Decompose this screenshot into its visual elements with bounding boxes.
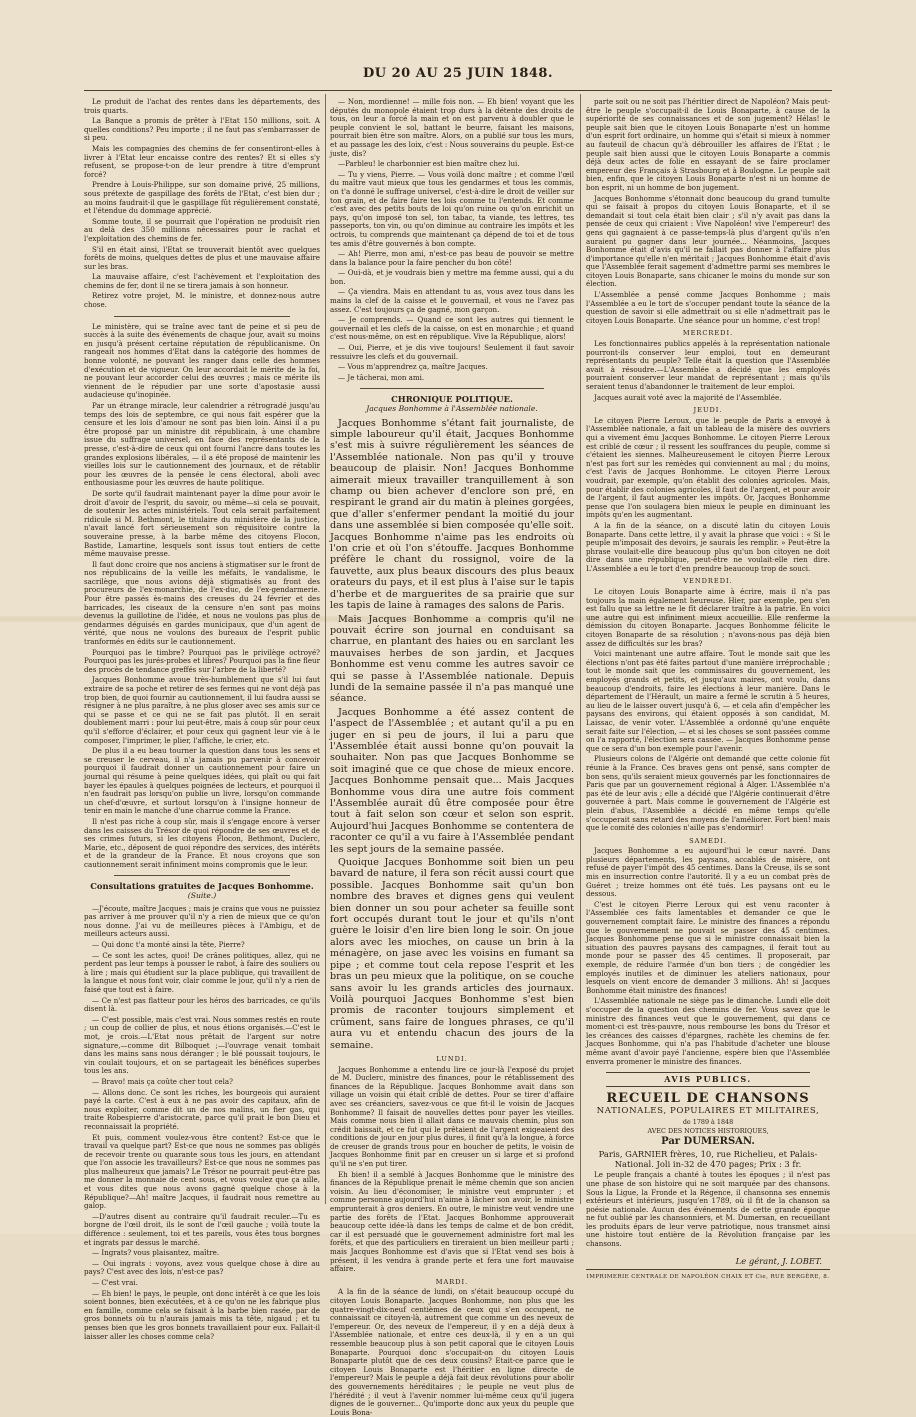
paragraph: — Oui-dà, et je voudrais bien y mettre ma femme aussi, qui a du bon. [330, 268, 574, 286]
paragraph: — Vous m'apprendrez ça, maître Jacques. [338, 362, 488, 372]
section-separator [360, 388, 544, 389]
printer-line: IMPRIMERIE CENTRALE DE NAPOLÉON CHAIX ET Cie, RUE BERGÈRE, 8. [586, 1269, 830, 1282]
paragraph: — Non, mordienne! — mille fois non. — Eh bien! voyant que les députés du monopole étaient trop durs à la détente des droits de tous, on leur a forcé la main et on est parvenu à doubler que le peuple convient le sol, battant le beurre, faisant les maisons, pourrait bien être son maître. Alors, on a publié sur tous les murs, et au passage les des loix, c'est : Nous souverains du peuple. Est-ce juste, dis? [330, 97, 574, 158]
paragraph: Le produit de l'achat des rentes dans les départements, des trois quarts. [84, 97, 320, 115]
ad-subtitle: NATIONALES, POPULAIRES ET MILITAIRES, [596, 1105, 820, 1116]
section-separator [114, 875, 290, 876]
ad-publisher: Paris, GARNIER frères, 10, rue Richelieu, et Palais-National. Joli in-32 de 470 pages; Prix : 3 fr. [598, 1148, 818, 1169]
paragraph: Eh bien! il a semblé à Jacques Bonhomme que le ministre des finances de la République prenait le même chemin que son ancien voisin. Au lieu d'économiser, le ministre veut emprunter ; et comme personne aujourd'hui n'aime à lâcher son avoir, le ministre emprunterait à gros deniers. En outre, le ministre veut vendre une partie des forêts de l'Etat. Jacques Bonhomme approuverait beaucoup cette idée-là dans les temps de calme et de bon crédit, car il est persuadé que le gouvernement administre fort mal les forêts, et que des particuliers en tireraient un bien meilleur parti ; mais Jacques Bonhomme est d'avis que si l'Etat vend ses bois à présent, il les vendra à grande perte et fera une fort mauvaise affaire. [330, 1169, 574, 1274]
paragraph: — Eh bien! le pays, le peuple, ont donc intérêt à ce que les lois soient bonnes, bien exécutées, et à ce qu'on ne les fabrique plus en famille, comme cela se faisait à la barbe bien rasée, par de gros bonnets où tu n'aurais jamais mis ta tête, nigaud ; et tu penses bien que les gros bonnets travaillaient pour eux. Fallait-il laisser aller les choses comme cela? [84, 1288, 320, 1341]
ad-body: Le peuple français a chanté à toutes les époques ; il n'est pas une phase de son histoire qui ne soit marquée par des chansons. Sous la Ligue, la Fronde et la Régence, il chansonna ses ennemis extérieurs et intérieurs, jusqu'en 1789, où il fit de la chanson sa poésie nationale. Aucun des événements de cette grande époque ne fut oublié par les chansonniers, et M. Dumersan, en recueillant les produits épars de leur verve patriotique, nous transmet ainsi une histoire tout entière de la Révolution française par les chansons. [586, 1170, 830, 1249]
column-divider [325, 94, 326, 1204]
paragraph: Retirez votre projet, M. le ministre, et donnez-nous autre chose. [84, 291, 320, 310]
paragraph: Par un étrange miracle, leur calendrier a rétrogradé jusqu'au temps des lois de septembre, ce qui nous fait espérer que la censure et les lois d'amour ne sont pas bien loin. Ainsi il a pu être proposé par un ministre dit républicain, à une chambre issue du suffrage universel, en face des représentants de la presse, c'est-à-dire de ceux qui ont fourni l'ancre dans toutes les grandes explosions libérales, — il a été proposé de maintenir les vieilles lois sur le cautionnement des journaux, et de rétablir pour les œuvres de la pensée le cens électoral, aboli avec enthousiasme pour les œuvres de haute politique. [84, 401, 320, 488]
paragraph: Jacques Bonhomme a eu aujourd'hui le cœur navré. Dans plusieurs départements, les paysans, accablés de misère, ont refusé de payer l'impôt des 45 centimes. Dans la Creuse, ils se sont mis en insurrection contre l'autorité. Il y a eu un combat près de Guéret ; treize hommes ont été tués. Les paysans ont eu le dessous. [586, 846, 830, 899]
paragraph: —Parbleu! le charbonnier est bien maître chez lui. [338, 159, 520, 169]
paragraph: Jacques Bonhomme avoue très-humblement que s'il lui faut extraire de sa poche et retirer de ses fermes qui ne vont déjà pas trop bien, de quoi fournir au cautionnement, il lui faudra aussi se résigner à ne plus paraître, à ne plus gloser avec ses amis sur ce qui se passe et ce qui ne se fait pas plutôt. Il en serait doublement marri : pour lui peut-être, mais à coup sûr pour ceux qu'il s'efforce d'éclairer, et pour ceux qui gagnent leur vie à le composer, l'imprimer, le plier, l'affiche, le crier, etc. [84, 675, 320, 745]
day-heading-mardi: MARDI. [435, 1277, 469, 1286]
paragraph: — Je tâcherai, mon ami. [338, 372, 425, 382]
paragraph: Mais les compagnies des chemins de fer consentiront-elles à livrer à l'Etat leur encaisse contre des rentes? Et si elles s'y refusent, se propose-t-on de leur prendre à titre d'emprunt forcé? [84, 143, 320, 179]
ad-notices: AVEC DES NOTICES HISTORIQUES, [647, 1127, 769, 1136]
gerant-signature: Le gérant, J. LOBET. [735, 1255, 822, 1266]
day-heading-mercredi: MERCREDI. [682, 329, 734, 338]
consultations-title: Consultations gratuites de Jacques Bonhomme. [90, 881, 314, 892]
column-3 [586, 97, 830, 1281]
column-2 [330, 97, 574, 1417]
paragraph: Il faut donc croire que nos anciens à stigmatiser sur le front de nos républicains de la veille les méfaits, le vandalisme, le sacrilège, que nous avions déjà stigmatisés au front des procureurs de l'ex-monarchie, de l'ex-duc, de l'ex-gendarmerie. Pour être passés ès-mains des creuses du 24 février et des barricades, les ciseaux de la censure n'en sont pas moins devenus la guillotine de l'idée, et nous ne voulons pas plus de gendarmes déguisés en gardes municipaux, que d'un agent de vérité, que nous ne voulons des bureaux de l'esprit public tranformés en édits sur le cautionnement. [84, 559, 320, 647]
paragraph: Les fonctionnaires publics appelés à la représentation nationale pourront-ils conserver leur emploi, tout en demeurant représentants du peuple? Telle était la question que l'Assemblée avait à résoudre.—L'Assemblée a décidé que les employés pourraient conserver leur mandat de représentant ; mais qu'ils seraient tenus d'abandonner le traitement de leur emploi. [586, 339, 830, 391]
ministere-article [84, 323, 320, 870]
paragraph: Jacques Bonhomme s'étant fait journaliste, de simple laboureur qu'il était, Jacques Bonhomme s'est mis à suivre régulièrement les séances de l'Assemblée nationale. Non pas qu'il y trouve beaucoup de plaisir. Non! Jacques Bonhomme aimerait mieux travailler tranquillement à son champ ou bien achever d'enclore son pré, en respirant le grand air du matin à pleines gorgées, que d'aller s'enfermer pendant la moitié du jour dans une assemblée si bien composée qu'elle soit. Jacques Bonhomme n'aime pas les endroits où l'on crie et où l'on s'étouffe. Jacques Bonhomme préfère le chant du rossignol, voire de la fauvette, aux plus beaux discours des plus beaux orateurs du pays, et il est plus à l'aise sur le tapis d'herbe et de marguerites de sa prairie que sur les tapis de laine à ramages des salons de Paris. [330, 417, 574, 612]
paragraph: —D'autres disent au contraire qu'il faudrait reculer.—Tu es borgne de l'œil droit, ils le sont de l'œil gauche ; voilà toute la différence : seulement, toi et tes pareils, vous êtes tous borgnes et ingrats par dessus le marché. [84, 1211, 320, 1247]
paragraph: Le citoyen Pierre Leroux, que le peuple de Paris a envoyé à l'Assemblée nationale, a fait un tableau de la misère des ouvriers qui a vivement ému Jacques Bonhomme. Le citoyen Pierre Leroux est criblé de cœur ; il ressent les souffrances du peuple, comme si c'étaient les siennes. Malheureusement le citoyen Pierre Leroux n'est pas fort sur les remèdes qui conviennent au mal ; du moins, c'est l'avis de Jacques Bonhomme. Le citoyen Pierre Leroux voudrait, par exemple, qu'on établit des colonies agricoles. Mais, pour établir des colonies agricoles, il faut de l'argent, et pour avoir de l'argent, il faut augmenter les impôts. Or, Jacques Bonhomme pense que l'on soulagera bien mieux le peuple en diminuant les impôts qu'en les augmentant. [586, 415, 830, 520]
paragraph: — Ce sont les actes, quoi! De crânes politiques, allez, qui ne perdent pas leur temps à pousser le rabot, à faire des souliers ou à lire ; mais qui étudient sur la place publique, qui travaillent de la langue et nous font voir, clair comme le jour, qu'il n'y a rien de faisé que tout est à faire. [84, 950, 320, 994]
paragraph: L'Assemblée a pensé comme Jacques Bonhomme ; mais l'Assemblée a eu le tort de s'occuper pendant toute la séance de la question de savoir si elle admettrait ou si elle n'admettrait pas le citoyen Louis Bonaparte. Une séance pour un homme, c'est trop! [586, 290, 830, 325]
consultations-dialogue [84, 905, 320, 1342]
paragraph: — Ça viendra. Mais en attendant tu as, vous avez tous dans les mains la clef de la caisse et le gouvernail, et vous ne l'avez pas assez. C'est toujours ça de gagné, mon garçon. [330, 287, 574, 314]
paragraph: A la fin de la séance de lundi, on s'était beaucoup occupé du citoyen Louis Bonaparte. Jacques Bonhomme, non plus que les quatre-vingt-dix-neuf centièmes de ceux qui s'en occupent, ne connaissait ce citoyen-là, autrement que comme un des neveux de l'empereur. Or, des neveux de l'empereur, il y en a déjà deux à l'Assemblée nationale, et entre ces deux-là, il y en a un qui ressemble beaucoup plus à son petit caporal que le citoyen Louis Bonaparte. Pourquoi donc s'occupait-on du citoyen Louis Bonaparte plutôt que de ces deux cousins? Etait-ce parce que le citoyen Louis Bonaparte est l'héritier en ligne directe de l'empereur? Mais le peuple a déjà fait deux révolutions pour abolir des gouvernements héréditaires ; le peuple ne veut plus de l'hérédité ; il veut à l'avenir nommer lui-même ceux qu'il jugera dignes de le gouverner... Qu'importe donc aux yeux du peuple que Louis Bona- [330, 1287, 574, 1417]
paragraph: — C'est vrai. [92, 1278, 138, 1287]
ad-title: RECUEIL DE CHANSONS [606, 1090, 810, 1106]
paragraph: — C'est possible, mais c'est vrai. Nous sommes restés en route ; un coup de collier de plus, et nous étions organisés.—C'est le mot, je crois.—L'Etat nous prêtait de l'argent sur notre signature,—comme dit Bilboquet ;—l'ouvrage venait tombait dans les mains sans nous déranger ; le blé poussait toujours, le vin coulait toujours, et on se partageait les bénéfices superbes tous les ans. [84, 1014, 320, 1076]
chronique-subtitle: Jacques Bonhomme à l'Assemblée nationale. [366, 404, 538, 413]
column-1 [84, 97, 320, 1341]
paragraph: De sorte qu'il faudrait maintenant payer la dîme pour avoir le droit d'avoir de l'esprit, du savoir, ou même—si cela se pouvait, de soutenir les actes ministériels. Tout cela serait parfaitement ridicule si M. Bethmont, le titulaire du ministère de la justice, n'avait lancé fort sérieusement son réquisitoire contre la souveraine presse, à la barbe même des citoyens Flocon, Bastide, Lamartine, lesquels sont issus tout entiers de cette même mauvaise presse. [84, 488, 320, 559]
paragraph: Plusieurs colons de l'Algérie ont demandé que cette colonie fût réunie à la France. Ces braves gens ont pensé, sans compter de bon sens, qu'ils seraient mieux gouvernés par les fonctionnaires de Paris que par un gouvernement régional à Alger. L'Assemblée n'a pas été de leur avis ; elle a décidé que l'Algérie continuerait d'être gouvernée à part. Mais comme le gouvernement de l'Algérie est plein d'abus, l'Assemblée a décidé en même temps qu'elle s'occuperait sans retard des moyens de l'améliorer. Fort bien! mais que le comité des colonies n'aille pas s'endormir! [586, 754, 830, 833]
paragraph: Et puis, comment voulez-vous être content? Est-ce que le travail va quelque part? Est-ce que nous ne sommes pas obligés de recevoir trente ou quarante sous tous les jours, en attendant que l'on associe les travailleurs? Est-ce que nous ne sommes pas plus malheureux que jamais? Le Trésor ne pourrait peut-être pas me donner la monnaie de cent sous, et vous voulez que ça aille, et vous dites que nous avons gagné quelque chose à la République?—Ah! maître Jacques, il faudrait nous remettre au galop. [84, 1132, 320, 1211]
paragraph: — Allons donc. Ce sont les riches, les bourgeois qui auraient payé la carte. C'est à eux à ne pas avoir des capitaux, afin de nous exploiter, comme dit un de nos malins, un fier gas, qui traite Robespierre d'aristocrate, parce qu'il prait le bon Dieu et reconnaissait la propriété. [84, 1087, 320, 1131]
day-heading-lundi: LUNDI. [436, 1054, 468, 1063]
chronique-title: CHRONIQUE POLITIQUE. [391, 394, 513, 405]
day-heading-vendredi: VENDREDI. [683, 577, 733, 586]
chronique-article [330, 418, 574, 1051]
paragraph: Mais Jacques Bonhomme a compris qu'il ne pouvait écrire son journal en conduisant sa charrue, en plantant des haies ou en sarclant les mauvaises herbes de son jardin, et Jacques Bonhomme est venu comme les autres savoir ce qui se passe à l'Assemblée nationale. Depuis lundi de la semaine passée il n'a pas manqué une séance. [330, 613, 574, 705]
paragraph: Le citoyen Louis Bonaparte aime à écrire, mais il n'a pas toujours la main également heureuse. Hier, par exemple, peu s'en est fallu que sa lettre ne le fît déclarer traître à la patrie. En voici une autre qui est infiniment mieux accueillie. Elle renferme la démission du citoyen Bonaparte. Jacques Bonhomme félicite le citoyen Bonaparte de sa résolution ; n'avons-nous pas déjà bien assez de difficultés sur les bras? [586, 587, 830, 648]
mardi-continued [586, 98, 830, 325]
finance-intro [84, 98, 320, 310]
dialogue-continued [330, 98, 574, 382]
paragraph: C'est le citoyen Pierre Leroux qui est venu raconter à l'Assemblée ces faits lamentables et demander ce que le gouvernement comptait faire. Le ministre des finances a répondu que le gouvernement ne pouvait se passer des 45 centimes. Jacques Bonhomme pense que si le ministre connaissait bien la situation des pauvres paysans des campagnes, il ferait tout au monde pour se passer des 45 centimes. Il proposerait, par exemple, de réduire l'armée d'un bon tiers ; de congédier les employés inutiles et de diminuer les ateliers nationaux, pour lesquels on vient encore de demander 3 millions. Ah! si Jacques Bonhomme était ministre des finances! [586, 899, 830, 995]
paragraph: — Oui, Pierre, et je dis vive toujours! Seulement il faut savoir ressuivre les clefs et du gouvernail. [330, 343, 574, 361]
paragraph: Jacques aurait voté avec la majorité de l'Assemblée. [594, 392, 782, 402]
day-heading-samedi: SAMEDI. [689, 836, 727, 845]
paragraph: — Ce n'est pas flatteur pour les héros des barricades, ce qu'ils disent là. [84, 995, 320, 1014]
section-separator [114, 316, 290, 317]
avis-publics-heading: AVIS PUBLICS. [606, 1072, 810, 1087]
paragraph: — Ah! Pierre, mon ami, n'est-ce pas beau de pouvoir se mettre dans la balance pour la faire pencher du bon côté! [330, 249, 574, 267]
paragraph: Le ministère, qui se traîne avec tant de peine et si peu de succès à la suite des événements de chaque jour, avait su moins en jusqu'à présent certaine réputation de républicanisme. On rangeait nos hommes d'Etat dans la catégorie des hommes de bonne volonté, ne pouvant les ranger dans celle des hommes d'exécution et de vigueur. On leur accordait le mérite de la foi, ne pouvant leur accorder celui des œuvres ; mais ce mérite ils viennent de le répudier par une sorte d'apostasie aussi audacieuse qu'inopinée. [84, 321, 320, 400]
paragraph: — Oui ingrats : voyons, avez vous quelque chose à dire au pays? C'est avec des lois, n'est-ce pas? [84, 1258, 320, 1277]
paragraph: A la fin de la séance, on a discuté latin du citoyen Louis Bonaparte. Dans cette lettre, il y avait la phrase que voici : « Si le peuple m'imposait des devoirs, je saurais les remplir. » Peut-être la phrase voulait-elle dire beaucoup plus qu'un bon citoyen ne doit dire dans une république, peut-être ne voulait-elle rien dire. L'Assemblée a eu le tort d'en prendre beaucoup trop de souci. [586, 520, 830, 573]
paragraph: L'Assemblée nationale ne siège pas le dimanche. Lundi elle doit s'occuper de la question des chemins de fer. Vous savez que le ministre des finances veut que le gouvernement, qui dans ce moment-ci est très-pauvre, nous rembourse les bons du Trésor et les créances des caisses d'épargnes, rachète les chemins de fer. Jacques Bonhomme, qui n'a pas l'habitude d'acheter une blouse même avant d'avoir payé l'ancienne, espère bien que l'Assemblée enverra promener le ministre des finances. [586, 996, 830, 1066]
column-divider [580, 94, 581, 1204]
date-line: DU 20 AU 25 JUIN 1848. [362, 66, 553, 81]
paragraph: Jacques Bonhomme a été assez content de l'aspect de l'Assemblée ; et autant qu'il a pu en juger en si peu de jours, il lui a paru que l'Assemblée était aussi bonne qu'on pouvait la souhaiter. Non pas que Jacques Bonhomme se soit imaginé que ce que chose de mieux encore. Jacques Bonhomme pensait que... Mais Jacques Bonhomme vous dira une autre fois comment l'Assemblée aurait dû être composée pour être tout à fait selon son cœur et selon son esprit. Aujourd'hui Jacques Bonhomme se contentera de raconter ce qu'il a vu faire à l'Assemblée pendant les sept jours de la semaine passée. [330, 706, 574, 855]
lundi-report [330, 1066, 574, 1274]
mercredi-report [586, 340, 830, 402]
ad-years: de 1789 à 1848 [682, 1117, 734, 1126]
paragraph: Voici maintenant une autre affaire. Tout le monde sait que les élections n'ont pas été faites partout d'une manière irréprochable ; tout le monde sait que les commissaires du gouvernement, les employés grands et petits, et jusqu'aux maires, ont voulu, dans beaucoup d'endroits, faire les élections à leur manière. Dans le département de l'Hérault, un maire a fermé le scrutin à 5 heures, au lieu de le laisser ouvert jusqu'à 6, — et cela afin d'empêcher les paysans des environs, qui étaient opposés à son candidat, M. Laissac, de venir voter. L'Assemblée a ordonné qu'une enquête serait faite sur l'élection, — et si les choses se sont passées comme on l'a rapporté, l'élection sera cassée. — Jacques Bonhomme pense que ce sera d'un bon exemple pour l'avenir. [586, 649, 830, 753]
paragraph: Jacques Bonhomme s'étonnait donc beaucoup du grand tumulte qui se faisait à propos du citoyen Louis Bonaparte, et il se demandait si tout cela était bien clair ; s'il n'y avait pas dans la pensée de ceux qui criaient : Vive Napoléon! vive l'empereur! des gens qui gagnaient à ce passe-temps-là plus d'argent qu'ils n'en auraient pu gagner dans leur journée... Néanmoins, Jacques Bonhomme était d'avis qu'il ne fallait pas donner à l'affaire plus d'importance qu'elle n'en méritait ; Jacques Bonhomme était d'avis que l'Assemblée ferait sagement d'admettre parmi ses membres le citoyen Louis Bonaparte, sans chicaner le moins du monde sur son élection. [586, 193, 830, 289]
paragraph: Pourquoi pas le timbre? Pourquoi pas le privilège octroyé? Pourquoi pas les jurés-probes et libres? Pourquoi pas la fine fleur des procès de tendance greffés sur l'arbre de la liberté? [84, 647, 320, 674]
paragraph: — Tu y viens, Pierre. — Vous voilà donc maître ; et comme l'œil du maître vaut mieux que tous les gendarmes et tous les commis, on t'a donné le suffrage universel, c'est-à-dire le droit de veiller sur ton grain, et de faire faire tes lois comme tu l'entends. Et comme c'est avec des petits bouts de loi qu'on ruine ou qu'on enrichit un pays, qu'on imposé ton sel, ton tabac, ta viande, tes lettres, tes passeports, ton vin, ou qu'on diminue au contraire les impôts et les octrois, tu comprends que maintenant ça dépend de toi et de tous tes amis d'être gouvernés à bon compte. [330, 169, 574, 248]
paragraph: La mauvaise affaire, c'est l'achèvement et l'exploitation des chemins de fer, dont il ne se tirera jamais à son honneur. [84, 272, 320, 290]
mardi-report [330, 1288, 574, 1417]
paragraph: La Banque a promis de prêter à l'Etat 150 millions, soit. A quelles conditions? Peu importe ; il ne faut pas s'embarrasser de si peu. [84, 116, 320, 143]
paragraph: parte soit ou ne soit pas l'héritier direct de Napoléon? Mais peut-être le peuple s'occupait-il de Louis Bonaparte, à cause de la supériorité de ses connaissances et de son jugement? Hélas! le peuple sait bien que le citoyen Louis Bonaparte n'est un homme d'un esprit fort ordinaire, un homme qui s'était si mieux à nommer au fauteuil de chacun qu'à débrouiller les affaires de l'Etat ; le peuple sait bien aussi que le citoyen Louis Bonaparte a commis déjà deux actes de folie en essayant de se faire proclamer empereur des Français à Strasbourg et à Boulogne. Le peuple sait bien, enfin, que le citoyen Louis Bonaparte n'est ni un homme de bon esprit, ni un homme de bon jugement. [586, 97, 830, 192]
paragraph: Il n'est pas riche à coup sûr, mais il s'engage encore à verser dans les caisses du Trésor de quoi répondre de ses œuvres et de ses crimes futurs, si les citoyens Flocon, Bethmont, Duclerc, Marie, etc., déposent de quoi répondre des services, des intérêts et de la grandeur de la France. Et nous croyons que son cautionnement serait infiniment moins compromis que le leur. [84, 816, 320, 869]
consultations-subtitle: (Suite.) [187, 891, 217, 901]
paragraph: Quoique Jacques Bonhomme soit bien un peu bavard de nature, il fera son récit aussi court que possible. Jacques Bonhomme sait qu'un bon nombre des braves et dignes gens qui veulent bien donner un sou pour acheter sa feuille sont fort occupés durant tout le jour et qu'ils n'ont guère le loisir d'en lire bien long le soir. On joue alors avec les mioches, on cause un brin à la ménagère, on jase avec les voisins en fumant sa pipe ; et comme tout cela repose l'esprit et les bras un peu mieux que la politique, on se couche sans avoir lu les grands articles des journaux. Voilà pourquoi Jacques Bonhomme s'est bien promis de raconter toujours simplement et crûment, sans faire de longues phrases, ce qu'il aura vu et entendu chacun des jours de la semaine. [330, 857, 574, 1051]
samedi-report [586, 847, 830, 1066]
paragraph: Jacques Bonhomme a entendu lire ce jour-là l'exposé du projet de M. Duclerc, ministre des finances, pour le rétablissement des finances de la République. Jacques Bonhomme avait dans son village un voisin qui était criblé de dettes. Pour se tirer d'affaire avec ses créanciers, savez-vous ce que fit-il le voisin de Jacques Bonhomme? Il faisait de nouvelles dettes pour payer les vieilles. Mais comme nous bien il allait dans ce mauvais chemin, plus son crédit baissait, et ce fut qui le prêtaient de l'argent exigeaient des conditions de jour en jour plus dures, il finit qu'à la longue, à force de creuser de grands trous pour en boucher de petits, le voisin de Jacques Bonhomme finit par en creuser un si large et si profond qu'il ne s'en put tirer. [330, 1064, 574, 1169]
vendredi-report [586, 588, 830, 833]
ad-author: Par DUMERSAN. [661, 1135, 755, 1147]
header-rule [84, 90, 832, 91]
paragraph: — Ingrats? vous plaisantez, maître. [92, 1248, 220, 1258]
paragraph: — Bravo! mais ça coûte cher tout cela? [92, 1076, 233, 1086]
public-notices [586, 1072, 830, 1249]
paragraph: Somme toute, il se pourrait que l'opération ne produisît rien au delà des 350 millions nécessaires pour le rachat et l'exploitation des chemins de fer. [84, 216, 320, 243]
paragraph: Prendre à Louis-Philippe, sur son domaine privé, 25 millions, sous prétexte de gaspillage des forêts de l'Etat, c'est bien dur ; au moins faudrait-il que le gaspillage fût régulièrement constaté, et l'étendue du dommage apprécié. [84, 180, 320, 216]
paragraph: — Qui donc t'a monté ainsi la tête, Pierre? [92, 940, 245, 950]
day-heading-jeudi: JEUDI. [693, 406, 723, 415]
paragraph: S'il en était ainsi, l'Etat se trouverait bientôt avec quelques forêts de moins, quelques dettes de plus et une mauvaise affaire sur les bras. [84, 244, 320, 271]
jeudi-report [586, 417, 830, 574]
paragraph: —J'écoute, maître Jacques ; mais je crains que vous ne puissiez pas arriver à me prouver qu'il n'y a rien de mieux que ce qu'on nous donne. J'ai vu de meilleures pièces à l'Ambigu, et de meilleurs acteurs aussi. [84, 903, 320, 939]
paragraph: — Je comprends. — Quand ce sont les autres qui tiennent le gouvernail et les clefs de la caisse, on est en monarchie ; et quand c'est nous-même, on est en république. Vive la République, alors! [330, 315, 574, 342]
paragraph: De plus il a eu beau tourner la question dans tous les sens et se creuser le cerveau, il n'a jamais pu parvenir à concevoir pourquoi il faudrait donner un cautionnement pour faire un journal qui résume à peine quelques idées, qui plaît ou qui fait bayer les épaules à quelques poignées de lecteurs, et pourquoi il n'en faudrait pas lorsqu'on publie un livre, lorsqu'on commande un chef-d'œuvre, et surtout lorsqu'on à l'insigne honneur de tenir en main le manche d'une charrue comme la France. [84, 746, 320, 816]
